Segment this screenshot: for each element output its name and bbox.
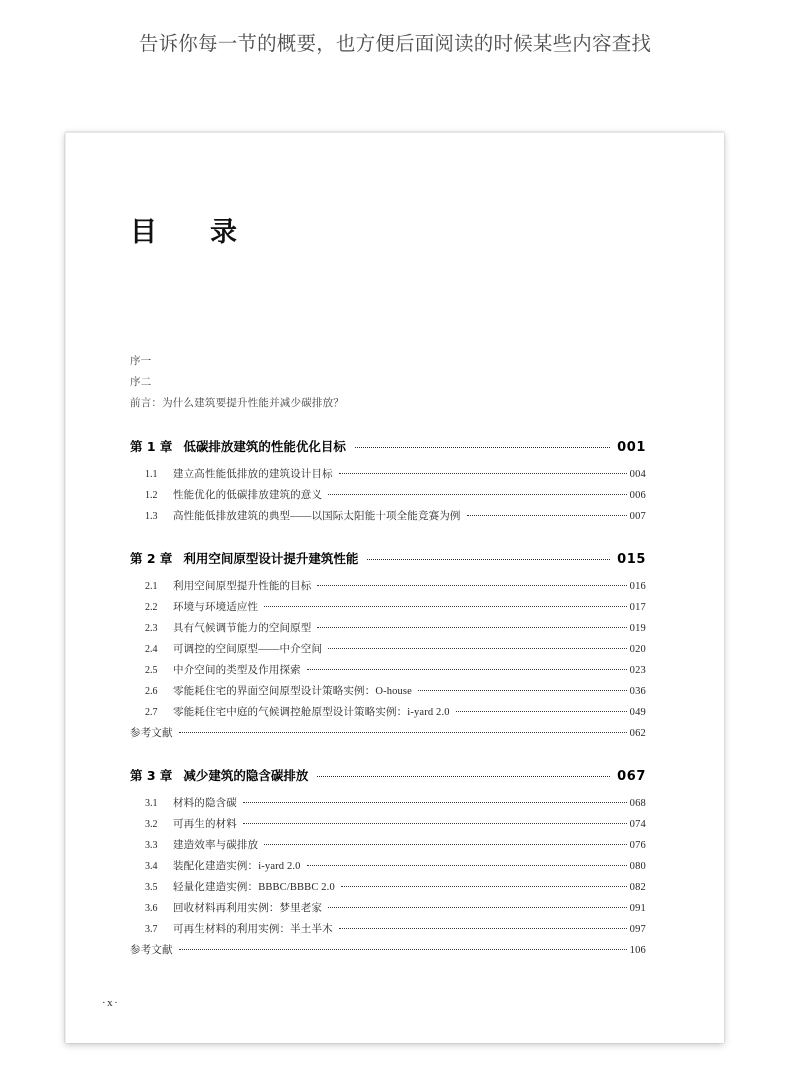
chapter-block	[130, 545, 646, 744]
section-entry[interactable]	[130, 856, 646, 877]
section-page-number: 004	[629, 469, 646, 480]
section-entry[interactable]	[130, 506, 646, 527]
section-number: 2.4	[145, 644, 158, 655]
section-number: 2.2	[145, 602, 158, 613]
section-number: 3.4	[145, 861, 158, 872]
chapter-entry[interactable]	[130, 545, 646, 574]
chapter-page-number: 001	[617, 440, 646, 455]
section-number: 3.1	[145, 798, 158, 809]
section-number: 1.3	[145, 511, 158, 522]
dot-leader	[179, 732, 627, 733]
section-entry[interactable]	[130, 639, 646, 660]
section-page-number: 016	[629, 581, 646, 592]
page-caption: 告诉你每一节的概要，也方便后面阅读的时候某些内容查找	[138, 32, 652, 55]
page-title: 目 录	[130, 217, 250, 248]
page-content-area	[130, 133, 646, 1043]
section-page-number: 020	[629, 644, 646, 655]
section-page-number: 082	[629, 882, 646, 893]
section-entry[interactable]	[130, 702, 646, 723]
section-number: 1.1	[145, 469, 158, 480]
chapter-entry[interactable]	[130, 762, 646, 791]
frontmatter-row: 序一	[130, 356, 152, 367]
chapter-title: 低碳排放建筑的性能优化目标	[183, 439, 346, 454]
frontmatter-list	[130, 351, 646, 414]
section-page-number: 074	[629, 819, 646, 830]
section-page-number: 023	[629, 665, 646, 676]
section-page-number: 017	[629, 602, 646, 613]
section-number: 3.2	[145, 819, 158, 830]
section-entry[interactable]	[130, 660, 646, 681]
section-title: 轻量化建造实例：BBBC/BBBC 2.0	[173, 882, 335, 893]
section-number: 2.7	[145, 707, 158, 718]
section-entry[interactable]	[130, 618, 646, 639]
section-entry[interactable]	[130, 835, 646, 856]
section-number: 2.1	[145, 581, 158, 592]
section-page-number: 019	[629, 623, 646, 634]
dot-leader	[339, 473, 627, 474]
dot-leader	[317, 585, 626, 586]
section-entry[interactable]	[130, 681, 646, 702]
section-entry[interactable]	[130, 597, 646, 618]
section-page-number: 106	[629, 945, 646, 956]
section-list	[130, 576, 646, 744]
section-title: 可再生材料的利用实例：半土半木	[173, 924, 333, 935]
section-page-number: 036	[629, 686, 646, 697]
dot-leader	[264, 606, 626, 607]
section-title: 零能耗住宅中庭的气候调控舱原型设计策略实例：i-yard 2.0	[173, 707, 450, 718]
chapter-number: 第 2 章	[130, 551, 173, 566]
book-page-sheet	[65, 132, 724, 1043]
chapter-block	[130, 762, 646, 961]
dot-leader	[328, 648, 627, 649]
section-entry[interactable]	[130, 485, 646, 506]
dot-leader	[328, 494, 627, 495]
section-title: 具有气候调节能力的空间原型	[173, 623, 312, 634]
section-page-number: 007	[629, 511, 646, 522]
section-title: 参考文献	[130, 945, 173, 956]
frontmatter-row: 序二	[130, 377, 152, 388]
section-entry[interactable]	[130, 793, 646, 814]
chapter-block	[130, 433, 646, 527]
section-number: 1.2	[145, 490, 158, 501]
frontmatter-row: 前言：为什么建筑要提升性能并减少碳排放？	[130, 398, 344, 409]
references-entry[interactable]	[130, 940, 646, 961]
section-page-number: 068	[629, 798, 646, 809]
section-page-number: 091	[629, 903, 646, 914]
dot-leader	[243, 823, 627, 824]
dot-leader	[355, 447, 610, 448]
toc-chapter-list	[130, 433, 646, 979]
dot-leader	[317, 776, 610, 777]
section-entry[interactable]	[130, 919, 646, 940]
page-folio: ·x·	[102, 997, 120, 1009]
section-entry[interactable]	[130, 814, 646, 835]
section-title: 高性能低排放建筑的典型——以国际太阳能十项全能竞赛为例	[173, 511, 461, 522]
section-entry[interactable]	[130, 464, 646, 485]
dot-leader	[328, 907, 627, 908]
section-entry[interactable]	[130, 898, 646, 919]
dot-leader	[307, 865, 627, 866]
chapter-page-number: 015	[617, 552, 646, 567]
dot-leader	[467, 515, 627, 516]
chapter-number: 第 3 章	[130, 768, 173, 783]
chapter-title: 利用空间原型设计提升建筑性能	[183, 551, 359, 566]
section-entry[interactable]	[130, 576, 646, 597]
section-title: 零能耗住宅的界面空间原型设计策略实例：O-house	[173, 686, 412, 697]
dot-leader	[456, 711, 627, 712]
dot-leader	[418, 690, 627, 691]
section-entry[interactable]	[130, 877, 646, 898]
dot-leader	[341, 886, 627, 887]
references-entry[interactable]	[130, 723, 646, 744]
section-list	[130, 464, 646, 527]
chapter-title: 减少建筑的隐含碳排放	[183, 768, 309, 783]
section-number: 3.5	[145, 882, 158, 893]
section-title: 中介空间的类型及作用探索	[173, 665, 301, 676]
section-title: 参考文献	[130, 728, 173, 739]
section-title: 利用空间原型提升性能的目标	[173, 581, 312, 592]
section-title: 装配化建造实例：i-yard 2.0	[173, 861, 301, 872]
dot-leader	[367, 559, 610, 560]
section-title: 建造效率与碳排放	[173, 840, 259, 851]
section-page-number: 076	[629, 840, 646, 851]
section-number: 3.3	[145, 840, 158, 851]
section-number: 3.7	[145, 924, 158, 935]
dot-leader	[307, 669, 627, 670]
section-page-number: 049	[629, 707, 646, 718]
section-title: 材料的隐含碳	[173, 798, 237, 809]
chapter-number: 第 1 章	[130, 439, 173, 454]
section-title: 回收材料再利用实例：梦里老家	[173, 903, 323, 914]
chapter-page-number: 067	[617, 769, 646, 784]
section-page-number: 062	[629, 728, 646, 739]
section-list	[130, 793, 646, 961]
section-number: 3.6	[145, 903, 158, 914]
section-page-number: 097	[629, 924, 646, 935]
dot-leader	[243, 802, 627, 803]
section-title: 可再生的材料	[173, 819, 237, 830]
chapter-entry[interactable]	[130, 433, 646, 462]
section-number: 2.5	[145, 665, 158, 676]
section-page-number: 080	[629, 861, 646, 872]
dot-leader	[179, 949, 627, 950]
section-number: 2.6	[145, 686, 158, 697]
section-title: 可调控的空间原型——中介空间	[173, 644, 323, 655]
section-title: 性能优化的低碳排放建筑的意义	[173, 490, 323, 501]
dot-leader	[317, 627, 626, 628]
dot-leader	[339, 928, 627, 929]
dot-leader	[264, 844, 626, 845]
section-page-number: 006	[629, 490, 646, 501]
section-title: 建立高性能低排放的建筑设计目标	[173, 469, 333, 480]
section-number: 2.3	[145, 623, 158, 634]
section-title: 环境与环境适应性	[173, 602, 259, 613]
